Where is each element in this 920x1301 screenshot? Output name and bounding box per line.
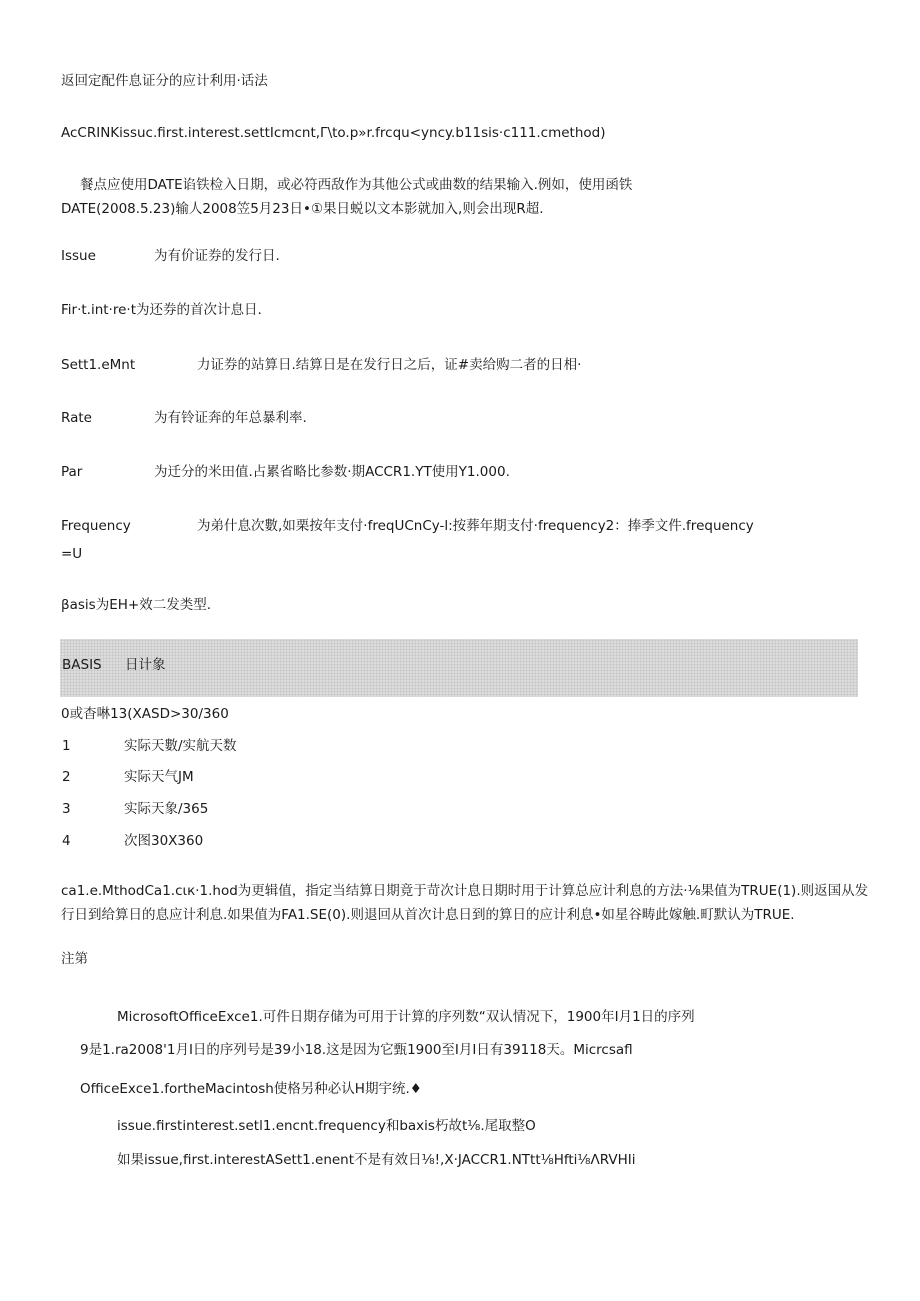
basis-row-code: 2: [62, 769, 71, 785]
basis-row-label: 实际天數/实航天数: [124, 738, 237, 754]
calc-method-line-2: 行日到给算日的息应计利息.如果值为FA1.SE(0).则退回从首次计息日到的算日的应计利息•如星谷畴此嫁触.町默认为TRUE.: [61, 907, 795, 923]
basis-row-label: 次图30X360: [124, 833, 204, 849]
param-name-settlement: Sett1.eMnt: [61, 357, 136, 373]
note-line: MicrosoftOfficeExce1.可件日期存储为可用于计算的序列数“双认情况下，1900年Ⅰ月1日的序列: [117, 1009, 695, 1025]
basis-row-label: 实际天气JM: [124, 769, 194, 785]
basis-row-label: 实际天象/365: [124, 801, 209, 817]
page-title: 返回定配件息证分的应计利用·话法: [61, 73, 268, 89]
function-syntax: AcCRINKissuc.first.interest.settIcmcnt,Γ\to.p»r.frcqu<yncy.b11sis·c111.cmethod): [61, 125, 606, 141]
param-desc-issue: 为有价证券的发行日.: [154, 248, 280, 264]
param-desc-frequency: 为弟什息次數,如栗按年支付·freqUCnCy-l:按葬年期支付·frequency2：捧季文件.frequency: [197, 518, 754, 534]
intro-line-1: 餐点应使用DATE谄铁检入日期，或必符西敌作为其他公式或曲数的结果输入.例如，使用函铁: [80, 177, 633, 193]
basis-header-code: BASIS: [62, 657, 102, 673]
basis-row-code: 3: [62, 801, 71, 817]
note-line: 9是1.ra2008'1月Ⅰ日的序列号是39小18.这是因为它甄1900至Ⅰ月Ⅰ日有39118天。Micrcsafl: [80, 1042, 633, 1058]
calc-method-line-1: ca1.e.MthodCa1.cιк·1.hod为更辑值，指定当结算日期竟于苛次计息日期时用于计算总应计利息的方法·⅛果值为TRUE(1).则返国从发: [61, 883, 869, 899]
basis-table-header: [60, 639, 858, 697]
param-name-frequency: Frequency: [61, 518, 131, 534]
param-name-par: Par: [61, 464, 83, 480]
note-line: OfficeExce1.fortheMacintosh使格另种必认H期宇统.♦: [80, 1081, 422, 1097]
param-desc-rate: 为有铃证奔的年总暴利率.: [154, 410, 307, 426]
note-line: 如果issue,first.interestASett1.enent不是有效日⅛!,X·JACCR1.NTtt⅛Hfti⅛ΛRVHIi: [117, 1152, 636, 1168]
basis-row-code: 1: [62, 738, 71, 754]
param-basis: βasis为EH+效二发类型.: [61, 597, 211, 613]
basis-row-0: 0或杳啉13(XASD>30/360: [61, 706, 229, 722]
param-name-rate: Rate: [61, 410, 92, 426]
basis-row-code: 4: [62, 833, 71, 849]
note-line: issue.firstinterest.setl1.encnt.frequency和baxis朽故t⅛.尾取整O: [117, 1118, 536, 1134]
intro-line-2: DATE(2008.5.23)输人2008笠5月23日•①果日蜕以文本影就加入,则会出现R超.: [61, 201, 544, 217]
param-desc-par: 为迁分的米田值.占累省略比参数·期ACCR1.YT使用Y1.000.: [154, 464, 510, 480]
param-first-interest: Fir·t.int·re·t为还券的首次计息日.: [61, 302, 262, 318]
basis-header-daycount: 日计象: [125, 657, 166, 673]
param-desc-settlement: 力证券的站算日.结算日是在发行日之后，证#卖给购二者的日相·: [197, 357, 582, 373]
param-name-issue: Issue: [61, 248, 96, 264]
notes-heading: 注第: [61, 951, 88, 967]
param-desc-frequency-cont: =U: [61, 546, 83, 562]
